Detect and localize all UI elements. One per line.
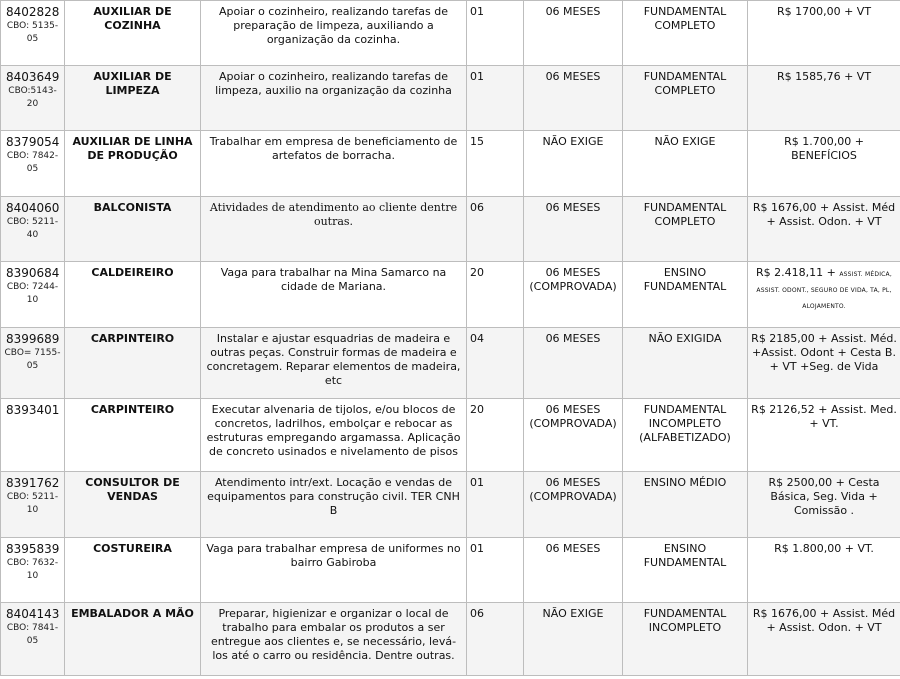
vacancy-code-cell xyxy=(1,399,65,472)
salary-benefits xyxy=(748,538,900,603)
job-title: CARPINTEIRO xyxy=(65,399,201,472)
cbo-code: CBO: 7244-10 xyxy=(6,282,59,305)
vacancy-quantity: 06 xyxy=(467,603,524,676)
vacancy-code-cell xyxy=(1,603,65,676)
vacancy-code: 8404143 xyxy=(6,607,60,621)
job-description: Atendimento intr/ext. Locação e vendas de equipamentos para construção civil. TER CNH B xyxy=(201,472,467,538)
job-title: COSTUREIRA xyxy=(65,538,201,603)
job-title: AUXILIAR DE COZINHA xyxy=(65,1,201,66)
vacancy-code-cell xyxy=(1,1,65,66)
experience-required: 06 MESES xyxy=(524,197,623,262)
salary-small-text: ASSIST. MÉDICA, ASSIST. ODONT., SEGURO DE VIDA, TA, PL, ALOJAMENTO. xyxy=(756,271,892,310)
education-required: FUNDAMENTAL INCOMPLETO xyxy=(623,603,748,676)
salary-text: R$ 1700,00 + VT xyxy=(776,5,872,18)
experience-required: 06 MESES (COMPROVADA) xyxy=(524,262,623,328)
vacancy-quantity: 20 xyxy=(467,399,524,472)
table-row xyxy=(1,603,900,676)
vacancy-code-cell xyxy=(1,328,65,399)
job-description: Preparar, higienizar e organizar o local de trabalho para embalar os produtos a ser entregue aos clientes e, se necessário, levá-los até o carro ou residência. Dentre outras. xyxy=(201,603,467,676)
table-row xyxy=(1,538,900,603)
vacancy-quantity: 15 xyxy=(467,131,524,197)
salary-text: R$ 1676,00 + Assist. Méd + Assist. Odon. + VT xyxy=(752,201,896,228)
vacancy-quantity: 01 xyxy=(467,538,524,603)
cbo-code: CBO: 5135-05 xyxy=(6,21,59,44)
salary-benefits xyxy=(748,603,900,676)
table-row xyxy=(1,262,900,328)
cbo-code: CBO: 7842-05 xyxy=(6,151,59,174)
salary-text: R$ 1.700,00 + BENEFÍCIOS xyxy=(784,135,864,162)
table-row xyxy=(1,328,900,399)
job-description: Atividades de atendimento ao cliente dentre outras. xyxy=(201,197,467,262)
salary-text: R$ 1585,76 + VT xyxy=(776,70,872,83)
education-required: FUNDAMENTAL COMPLETO xyxy=(623,1,748,66)
job-description: Vaga para trabalhar empresa de uniformes no bairro Gabiroba xyxy=(201,538,467,603)
salary-benefits xyxy=(748,328,900,399)
salary-benefits xyxy=(748,399,900,472)
education-required: FUNDAMENTAL COMPLETO xyxy=(623,66,748,131)
job-title: EMBALADOR A MÃO xyxy=(65,603,201,676)
table-row xyxy=(1,66,900,131)
vacancy-quantity: 06 xyxy=(467,197,524,262)
job-description: Apoiar o cozinheiro, realizando tarefas de preparação de limpeza, auxiliando a organização da cozinha. xyxy=(201,1,467,66)
vacancy-quantity: 01 xyxy=(467,472,524,538)
job-title: BALCONISTA xyxy=(65,197,201,262)
vacancy-code: 8404060 xyxy=(6,201,60,215)
education-required: FUNDAMENTAL INCOMPLETO (ALFABETIZADO) xyxy=(623,399,748,472)
vacancy-code: 8395839 xyxy=(6,542,60,556)
experience-required: 06 MESES xyxy=(524,1,623,66)
experience-required: 06 MESES (COMPROVADA) xyxy=(524,399,623,472)
vacancy-code-cell xyxy=(1,197,65,262)
salary-text: R$ 2.418,11 + xyxy=(756,266,836,279)
cbo-code: CBO= 7155-05 xyxy=(4,348,61,371)
table-row xyxy=(1,197,900,262)
vacancy-code: 8403649 xyxy=(6,70,60,84)
table-row xyxy=(1,472,900,538)
salary-text: R$ 1.800,00 + VT. xyxy=(774,542,874,555)
job-description: Trabalhar em empresa de beneficiamento de artefatos de borracha. xyxy=(201,131,467,197)
cbo-code: CBO: 7841-05 xyxy=(6,623,59,646)
experience-required: NÃO EXIGE xyxy=(524,131,623,197)
salary-text: R$ 2500,00 + Cesta Básica, Seg. Vida + Comissão . xyxy=(768,476,880,517)
experience-required: 06 MESES xyxy=(524,328,623,399)
education-required: NÃO EXIGIDA xyxy=(623,328,748,399)
cbo-code: CBO: 5211-40 xyxy=(6,217,59,240)
cbo-code: CBO:5143-20 xyxy=(8,86,57,109)
vacancy-code-cell xyxy=(1,66,65,131)
vacancy-code: 8390684 xyxy=(6,266,60,280)
experience-required: 06 MESES xyxy=(524,538,623,603)
vacancy-code: 8402828 xyxy=(6,5,60,19)
table-row xyxy=(1,399,900,472)
job-title: CARPINTEIRO xyxy=(65,328,201,399)
vacancy-quantity: 20 xyxy=(467,262,524,328)
vacancy-quantity: 01 xyxy=(467,66,524,131)
salary-benefits xyxy=(748,262,900,328)
vacancy-quantity: 01 xyxy=(467,1,524,66)
salary-benefits xyxy=(748,472,900,538)
vacancy-code: 8399689 xyxy=(6,332,60,346)
education-required: ENSINO FUNDAMENTAL xyxy=(623,262,748,328)
job-title: AUXILIAR DE LINHA DE PRODUÇÃO xyxy=(65,131,201,197)
vacancy-code-cell xyxy=(1,472,65,538)
job-description: Apoiar o cozinheiro, realizando tarefas de limpeza, auxilio na organização da cozinha xyxy=(201,66,467,131)
cbo-code: CBO: 7632-10 xyxy=(6,558,59,581)
education-required: ENSINO MÉDIO xyxy=(623,472,748,538)
salary-benefits xyxy=(748,66,900,131)
job-description: Vaga para trabalhar na Mina Samarco na cidade de Mariana. xyxy=(201,262,467,328)
salary-benefits xyxy=(748,197,900,262)
education-required: ENSINO FUNDAMENTAL xyxy=(623,538,748,603)
salary-text: R$ 1676,00 + Assist. Méd + Assist. Odon. + VT xyxy=(752,607,896,634)
vacancy-quantity: 04 xyxy=(467,328,524,399)
experience-required: 06 MESES xyxy=(524,66,623,131)
job-description: Instalar e ajustar esquadrias de madeira e outras peças. Construir formas de madeira e concretagem. Reparar elementos de madeira, etc xyxy=(201,328,467,399)
vacancy-code-cell xyxy=(1,262,65,328)
salary-benefits xyxy=(748,1,900,66)
vacancy-code: 8379054 xyxy=(6,135,60,149)
education-required: FUNDAMENTAL COMPLETO xyxy=(623,197,748,262)
education-required: NÃO EXIGE xyxy=(623,131,748,197)
experience-required: 06 MESES (COMPROVADA) xyxy=(524,472,623,538)
vacancy-code: 8391762 xyxy=(6,476,60,490)
experience-required: NÃO EXIGE xyxy=(524,603,623,676)
table-row xyxy=(1,131,900,197)
vacancy-code: 8393401 xyxy=(6,403,60,417)
vacancy-code-cell xyxy=(1,131,65,197)
salary-text: R$ 2126,52 + Assist. Med. + VT. xyxy=(751,403,897,430)
cbo-code: CBO: 5211-10 xyxy=(6,492,59,515)
salary-benefits xyxy=(748,131,900,197)
job-description: Executar alvenaria de tijolos, e/ou blocos de concretos, ladrilhos, embolçar e rebocar as estruturas empregando argamassa. Aplicação de concreto usinados e nivelamento de pisos xyxy=(201,399,467,472)
vacancy-code-cell xyxy=(1,538,65,603)
table-row xyxy=(1,1,900,66)
job-title: CALDEIREIRO xyxy=(65,262,201,328)
job-title: CONSULTOR DE VENDAS xyxy=(65,472,201,538)
salary-text: R$ 2185,00 + Assist. Méd. +Assist. Odont + Cesta B. + VT +Seg. de Vida xyxy=(751,332,897,373)
job-title: AUXILIAR DE LIMPEZA xyxy=(65,66,201,131)
